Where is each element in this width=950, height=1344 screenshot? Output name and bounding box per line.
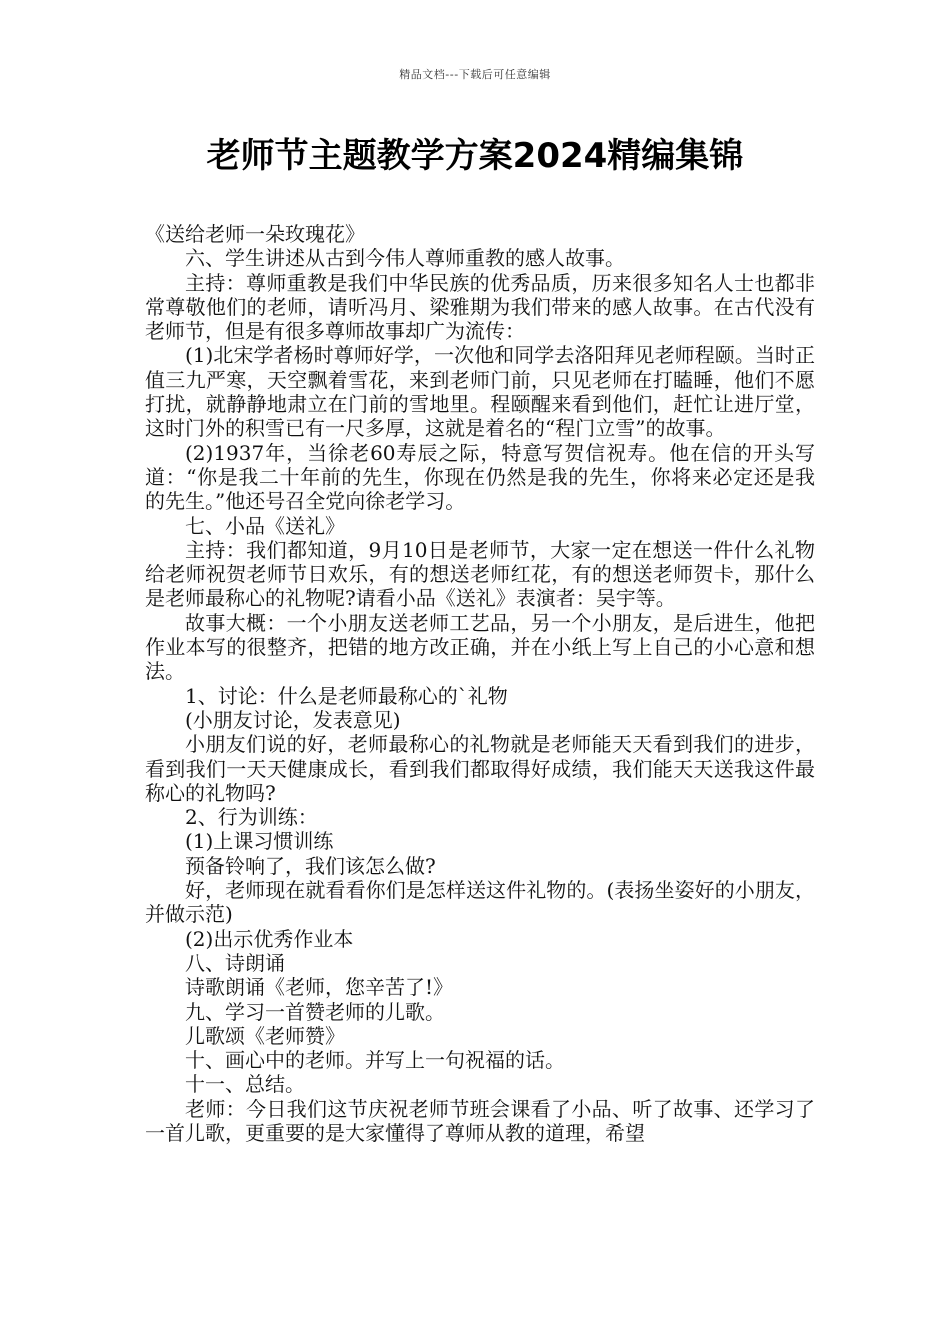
paragraph: 故事大概：一个小朋友送老师工艺品，另一个小朋友，是后进生，他把作业本写的很整齐，把错的地方改正确，并在小纸上写上自己的小心意和想法。 [145, 610, 815, 684]
paragraph: 小朋友们说的好，老师最称心的礼物就是老师能天天看到我们的进步，看到我们一天天健康成长，看到我们都取得好成绩，我们能天天送我这件最称心的礼物吗? [145, 732, 815, 805]
header-note: 精品文档---下载后可任意编辑 [399, 68, 551, 81]
paragraph: 十一、总结。 [185, 1072, 305, 1097]
paragraph: 好，老师现在就看看你们是怎样送这件礼物的。(表扬坐姿好的小朋友，并做示范) [145, 878, 815, 927]
paragraph: 1、讨论：什么是老师最称心的`礼物 [185, 683, 508, 708]
paragraph: 预备铃响了，我们该怎么做? [185, 853, 436, 878]
paragraph: 诗歌朗诵《老师，您辛苦了!》 [185, 975, 454, 1000]
paragraph: 主持：我们都知道，9月10日是老师节，大家一定在想送一件什么礼物给老师祝贺老师节日欢乐，有的想送老师红花，有的想送老师贺卡，那什么是老师最称心的礼物呢?请看小品《送礼》表演者：吴宇等。 [145, 537, 815, 611]
paragraph: 九、学习一首赞老师的儿歌。 [185, 999, 445, 1024]
paragraph: 八、诗朗诵 [185, 950, 285, 975]
paragraph: (1)上课习惯训练 [185, 829, 334, 854]
paragraph: (2)出示优秀作业本 [185, 926, 354, 951]
document-body [145, 222, 815, 1145]
paragraph: 《送给老师一朵玫瑰花》 [145, 222, 365, 246]
document-title: 老师节主题教学方案2024精编集锦 [206, 136, 744, 176]
paragraph: 老师：今日我们这节庆祝老师节班会课看了小品、听了故事、还学习了一首儿歌，更重要的是大家懂得了尊师从教的道理，希望 [145, 1096, 815, 1145]
paragraph: 七、小品《送礼》 [185, 513, 345, 538]
paragraph: (2)1937年，当徐老60寿辰之际，特意写贺信祝寿。他在信的开头写道：“你是我二十年前的先生，你现在仍然是我的先生，你将来必定还是我的先生。”他还号召全党向徐老学习。 [145, 440, 815, 514]
paragraph: 主持：尊师重教是我们中华民族的优秀品质，历来很多知名人士也都非常尊敬他们的老师，请听冯月、梁雅期为我们带来的感人故事。在古代没有老师节，但是有很多尊师故事却广为流传： [145, 270, 815, 344]
paragraph: 十、画心中的老师。并写上一句祝福的话。 [185, 1048, 565, 1073]
paragraph: (小朋友讨论，发表意见) [185, 707, 401, 732]
paragraph: 儿歌颂《老师赞》 [185, 1023, 345, 1048]
paragraph: 2、行为训练： [185, 805, 318, 830]
paragraph: 六、学生讲述从古到今伟人尊师重教的感人故事。 [185, 246, 625, 271]
paragraph: (1)北宋学者杨时尊师好学，一次他和同学去洛阳拜见老师程颐。当时正值三九严寒，天空飘着雪花，来到老师门前，只见老师在打瞌睡，他们不愿打扰，就静静地肃立在门前的雪地里。程颐醒来看到他们，赶忙让进厅堂，这时门外的积雪已有一尺多厚，这就是着名的“程门立雪”的故事。 [145, 343, 815, 441]
